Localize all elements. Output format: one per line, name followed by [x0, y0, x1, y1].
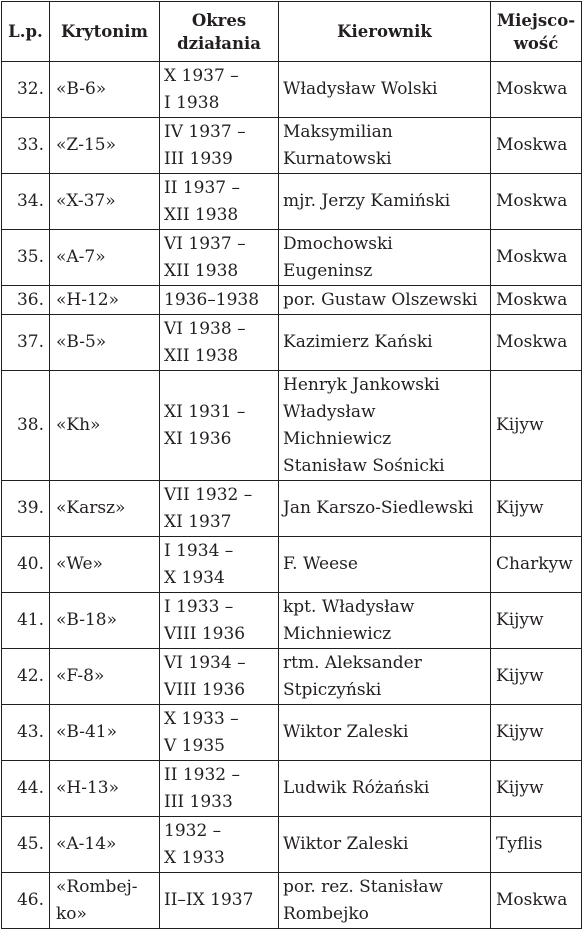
- kierownik-line: Kazimierz Kański: [283, 332, 433, 352]
- cell-miejscowosc: Tyflis: [491, 817, 582, 873]
- kierownik-line: Jan Karszo-Siedlewski: [283, 498, 474, 518]
- cell-lp: 43.: [2, 705, 50, 761]
- cell-krytonim: [50, 174, 160, 230]
- okres-line: VI 1937 –: [164, 233, 246, 254]
- cell-lp: 41.: [2, 593, 50, 649]
- krytonim-line: «B-18»: [56, 610, 117, 630]
- table-row: [2, 649, 582, 705]
- cell-miejscowosc: Kijyw: [491, 761, 582, 817]
- table-row: [2, 230, 582, 286]
- header-text: działania: [177, 33, 261, 53]
- header-okres: [160, 2, 279, 62]
- cell-okres: [160, 873, 279, 929]
- cell-lp: 40.: [2, 537, 50, 593]
- kierownik-line: Henryk Jankowski: [283, 374, 440, 395]
- cell-krytonim: [50, 286, 160, 315]
- cell-krytonim: [50, 817, 160, 873]
- table-row: [2, 873, 582, 929]
- table-header-row: [2, 2, 582, 62]
- cell-lp: 46.: [2, 873, 50, 929]
- cell-kierownik: [279, 371, 491, 481]
- cell-kierownik: [279, 817, 491, 873]
- cell-okres: [160, 118, 279, 174]
- cell-lp: 45.: [2, 817, 50, 873]
- cell-krytonim: [50, 537, 160, 593]
- header-text: Krytonim: [61, 22, 148, 41]
- table-row: [2, 371, 582, 481]
- cell-kierownik: [279, 593, 491, 649]
- cell-krytonim: [50, 371, 160, 481]
- kierownik-line: Stanisław Sośnicki: [283, 455, 445, 476]
- cell-krytonim: [50, 593, 160, 649]
- cell-miejscowosc: Moskwa: [491, 873, 582, 929]
- cell-krytonim: [50, 118, 160, 174]
- kierownik-line: rtm. Aleksander: [283, 652, 422, 673]
- krytonim-line: «H-13»: [56, 778, 120, 798]
- cell-lp: 34.: [2, 174, 50, 230]
- okres-line: X 1937 –: [164, 65, 239, 86]
- cell-kierownik: [279, 481, 491, 537]
- kierownik-line: Wiktor Zaleski: [283, 722, 409, 742]
- cell-krytonim: [50, 649, 160, 705]
- table-body: [2, 62, 582, 929]
- kierownik-line: Michniewicz: [283, 428, 392, 449]
- cell-lp: 37.: [2, 315, 50, 371]
- okres-line: VI 1938 –: [164, 318, 246, 339]
- cell-okres: [160, 761, 279, 817]
- table-row: [2, 118, 582, 174]
- header-lp: [2, 2, 50, 62]
- cell-okres: [160, 481, 279, 537]
- cell-okres: [160, 230, 279, 286]
- cell-miejscowosc: Moskwa: [491, 230, 582, 286]
- header-krytonim: [50, 2, 160, 62]
- cell-okres: [160, 705, 279, 761]
- cell-miejscowosc: Kijyw: [491, 705, 582, 761]
- cell-krytonim: [50, 315, 160, 371]
- cell-kierownik: [279, 62, 491, 118]
- kierownik-line: Władysław: [283, 401, 376, 422]
- okres-line: I 1938: [164, 92, 220, 113]
- kierownik-line: Władysław Wolski: [283, 79, 438, 99]
- table-row: [2, 286, 582, 315]
- okres-line: II–IX 1937: [164, 890, 254, 910]
- table-row: [2, 705, 582, 761]
- okres-line: X 1933 –: [164, 708, 239, 729]
- cell-lp: 33.: [2, 118, 50, 174]
- header-text: Okres: [191, 10, 247, 30]
- table-row: [2, 817, 582, 873]
- cell-krytonim: [50, 705, 160, 761]
- krytonim-line: «A-7»: [56, 247, 106, 267]
- cell-miejscowosc: Moskwa: [491, 62, 582, 118]
- krytonim-line: «X-37»: [56, 191, 116, 211]
- header-text: Kierownik: [337, 22, 432, 41]
- header-miejscowosc: [491, 2, 582, 62]
- okres-line: XI 1937: [164, 511, 232, 532]
- kierownik-line: Ludwik Różański: [283, 778, 430, 798]
- krytonim-line: «B-6»: [56, 79, 107, 99]
- okres-line: V 1935: [164, 735, 225, 756]
- table-row: [2, 537, 582, 593]
- cell-okres: [160, 371, 279, 481]
- okres-line: III 1933: [164, 791, 233, 812]
- cell-okres: [160, 649, 279, 705]
- okres-line: I 1934 –: [164, 540, 234, 561]
- cell-miejscowosc: Charkyw: [491, 537, 582, 593]
- kierownik-line: kpt. Władysław: [283, 596, 415, 617]
- okres-line: I 1933 –: [164, 596, 234, 617]
- header-text: L.p.: [8, 22, 43, 41]
- cell-okres: [160, 62, 279, 118]
- cell-lp: 42.: [2, 649, 50, 705]
- cell-lp: 35.: [2, 230, 50, 286]
- table-row: [2, 174, 582, 230]
- cell-krytonim: [50, 873, 160, 929]
- okres-line: 1936–1938: [164, 289, 260, 310]
- kierownik-line: Eugeninsz: [283, 260, 373, 281]
- cell-miejscowosc: Kijyw: [491, 481, 582, 537]
- header-text: Miejsco-: [496, 10, 576, 30]
- kierownik-line: Michniewicz: [283, 623, 392, 644]
- cell-miejscowosc: Kijyw: [491, 649, 582, 705]
- okres-line: II 1937 –: [164, 177, 241, 198]
- cell-kierownik: [279, 761, 491, 817]
- kierownik-line: Dmochowski: [283, 233, 393, 254]
- krytonim-line: «Kh»: [56, 415, 101, 435]
- okres-line: XII 1938: [164, 204, 239, 225]
- cell-lp: 44.: [2, 761, 50, 817]
- okres-line: XI 1931 –: [164, 401, 246, 422]
- krytonim-line: «Karsz»: [56, 498, 126, 518]
- kierownik-line: Rombejko: [283, 903, 369, 924]
- cell-lp: 32.: [2, 62, 50, 118]
- okres-line: XII 1938: [164, 260, 239, 281]
- kierownik-line: Wiktor Zaleski: [283, 834, 409, 854]
- cell-kierownik: [279, 174, 491, 230]
- table-row: [2, 62, 582, 118]
- cell-krytonim: [50, 761, 160, 817]
- cell-kierownik: [279, 286, 491, 315]
- kierownik-line: por. Gustaw Olszewski: [283, 289, 478, 310]
- cell-miejscowosc: Moskwa: [491, 286, 582, 315]
- okres-line: 1932 –: [164, 820, 222, 841]
- cell-kierownik: [279, 315, 491, 371]
- okres-line: XII 1938: [164, 345, 239, 366]
- krytonim-line: «B-41»: [56, 722, 117, 742]
- table-row: [2, 593, 582, 649]
- cell-miejscowosc: Moskwa: [491, 315, 582, 371]
- table-row: [2, 761, 582, 817]
- cell-okres: [160, 286, 279, 315]
- kierownik-line: Stpiczyński: [283, 679, 382, 700]
- okres-line: II 1932 –: [164, 764, 241, 785]
- krytonim-line: ko»: [56, 903, 87, 924]
- okres-line: VII 1932 –: [164, 484, 253, 505]
- cell-lp: 36.: [2, 286, 50, 315]
- krytonim-line: «B-5»: [56, 332, 107, 352]
- cell-krytonim: [50, 481, 160, 537]
- okres-line: III 1939: [164, 148, 233, 169]
- table-row: [2, 315, 582, 371]
- kierownik-line: por. rez. Stanisław: [283, 876, 444, 897]
- kierownik-line: Kurnatowski: [283, 148, 392, 169]
- table-row: [2, 481, 582, 537]
- okres-line: XI 1936: [164, 428, 232, 449]
- cell-kierownik: [279, 873, 491, 929]
- krytonim-line: «We»: [56, 554, 103, 574]
- krytonim-line: «F-8»: [56, 666, 105, 686]
- cell-miejscowosc: Moskwa: [491, 174, 582, 230]
- kierownik-line: Maksymilian: [283, 121, 393, 142]
- cell-okres: [160, 593, 279, 649]
- cell-lp: 38.: [2, 371, 50, 481]
- krytonim-line: «A-14»: [56, 834, 117, 854]
- cell-miejscowosc: Kijyw: [491, 371, 582, 481]
- cell-miejscowosc: Kijyw: [491, 593, 582, 649]
- okres-line: VIII 1936: [164, 623, 246, 644]
- cell-okres: [160, 817, 279, 873]
- cell-kierownik: [279, 118, 491, 174]
- cell-okres: [160, 174, 279, 230]
- header-text: wość: [513, 33, 559, 53]
- krytonim-line: «Z-15»: [56, 135, 116, 155]
- cell-lp: 39.: [2, 481, 50, 537]
- okres-line: IV 1937 –: [164, 121, 246, 142]
- okres-line: X 1934: [164, 567, 225, 588]
- cell-kierownik: [279, 649, 491, 705]
- cell-krytonim: [50, 230, 160, 286]
- cell-okres: [160, 315, 279, 371]
- cell-kierownik: [279, 705, 491, 761]
- krytonim-line: «Rombej-: [56, 876, 138, 897]
- kierownik-line: mjr. Jerzy Kamiński: [283, 191, 451, 211]
- cell-okres: [160, 537, 279, 593]
- kierownik-line: F. Weese: [283, 554, 358, 574]
- cell-krytonim: [50, 62, 160, 118]
- header-kierownik: [279, 2, 491, 62]
- okres-line: X 1933: [164, 847, 225, 868]
- okres-line: VIII 1936: [164, 679, 246, 700]
- residencies-table: [1, 1, 582, 929]
- krytonim-line: «H-12»: [56, 289, 120, 310]
- okres-line: VI 1934 –: [164, 652, 246, 673]
- cell-kierownik: [279, 230, 491, 286]
- cell-kierownik: [279, 537, 491, 593]
- cell-miejscowosc: Moskwa: [491, 118, 582, 174]
